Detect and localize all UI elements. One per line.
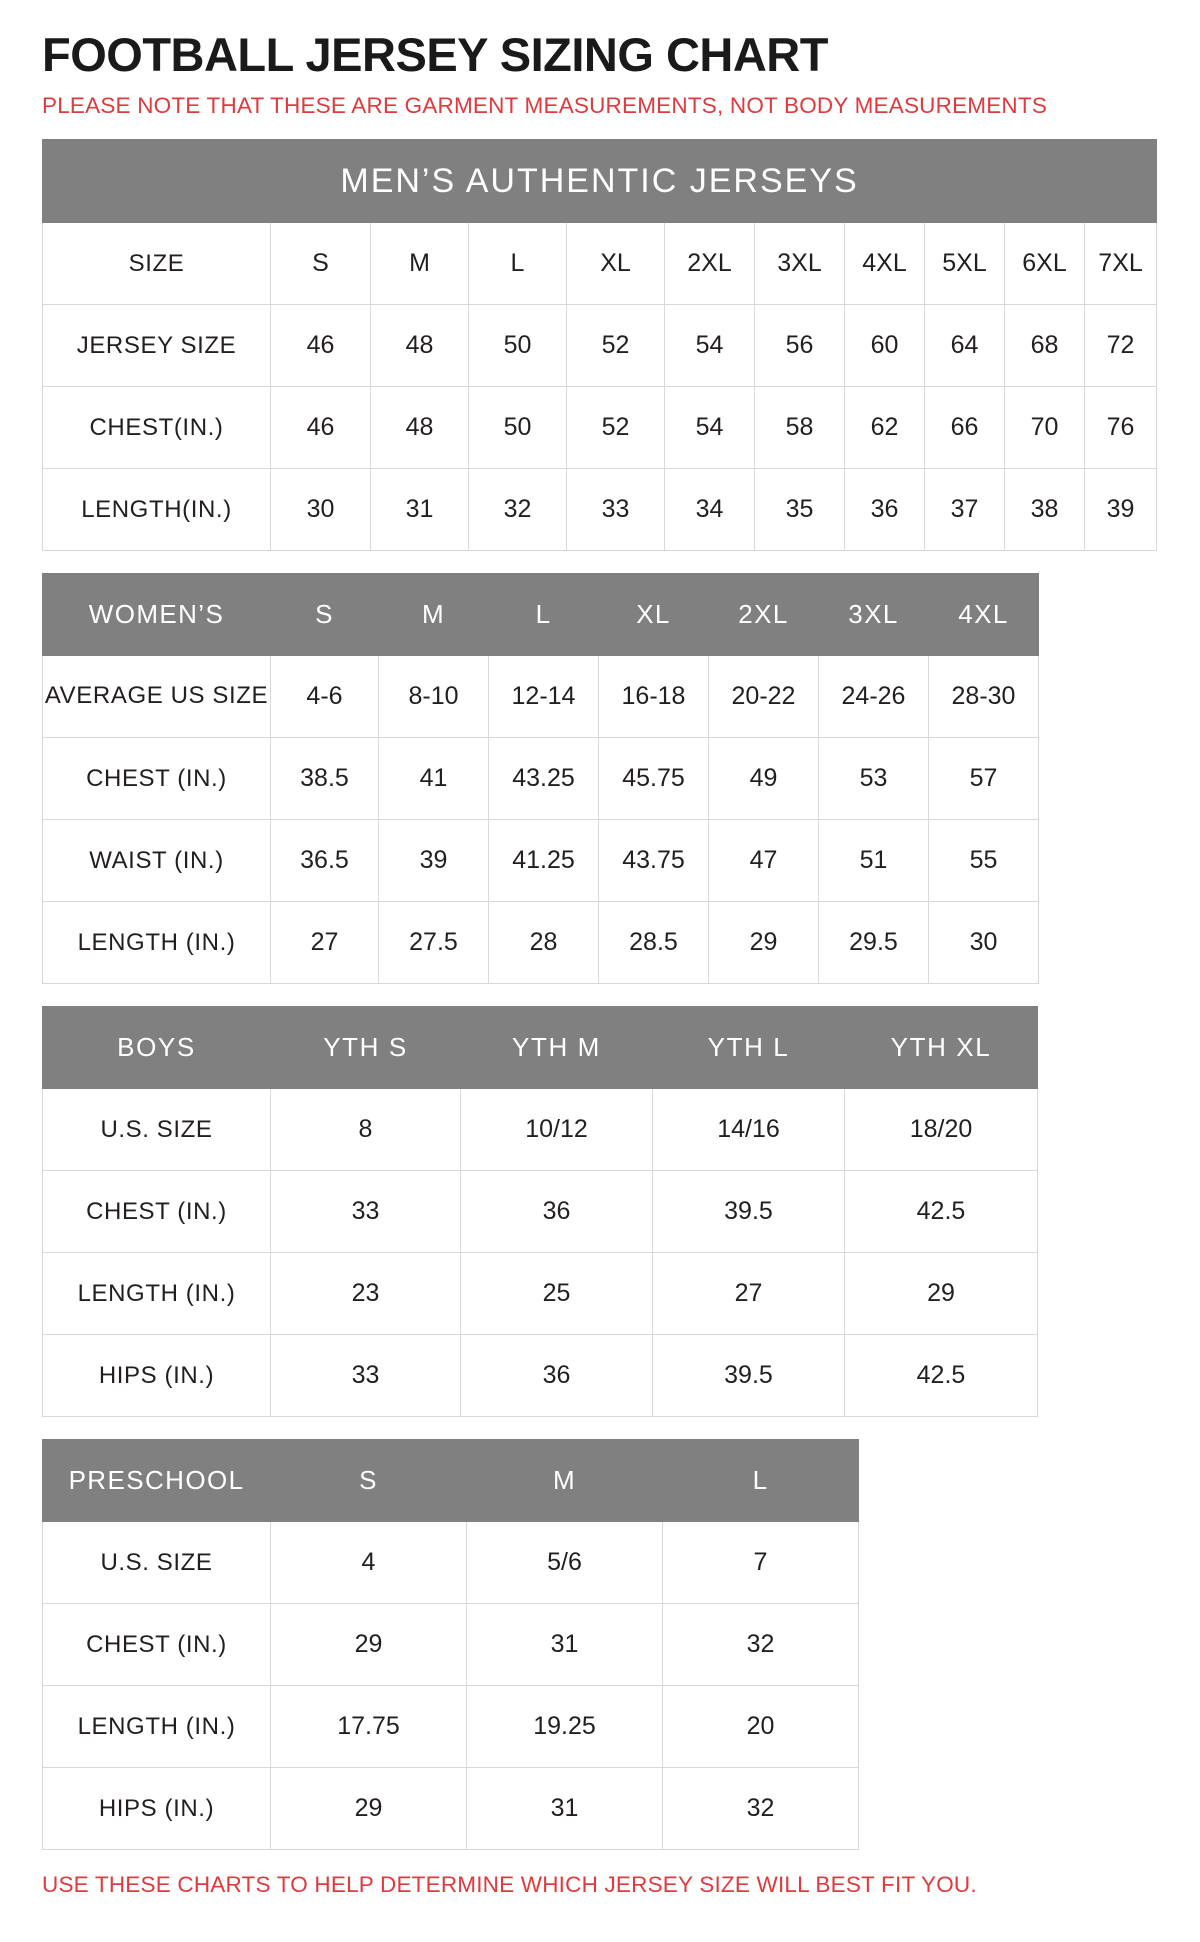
table-cell: 54: [665, 387, 755, 469]
table-cell: 52: [567, 305, 665, 387]
table-cell: 45.75: [599, 738, 709, 820]
table-cell: 76: [1085, 387, 1157, 469]
table-row: [43, 1604, 859, 1686]
table-cell: 46: [271, 305, 371, 387]
preschool-size-header: L: [663, 1440, 859, 1522]
table-cell: 32: [663, 1604, 859, 1686]
mens-authentic-jerseys-table: [42, 139, 1157, 551]
table-cell: 29: [271, 1604, 467, 1686]
table-row-header: [43, 1440, 859, 1522]
table-cell: 8: [271, 1089, 461, 1171]
table-cell: 37: [925, 469, 1005, 551]
table-row: [43, 223, 1157, 305]
table-cell: 53: [819, 738, 929, 820]
womens-size-header: XL: [599, 574, 709, 656]
table-row: [43, 305, 1157, 387]
table-cell: 42.5: [845, 1171, 1038, 1253]
table-cell: 18/20: [845, 1089, 1038, 1171]
table-cell: 28.5: [599, 902, 709, 984]
table-cell: 27.5: [379, 902, 489, 984]
table-cell: 39: [1085, 469, 1157, 551]
womens-size-header: 4XL: [929, 574, 1039, 656]
mens-size-header: 3XL: [755, 223, 845, 305]
womens-size-header: L: [489, 574, 599, 656]
mens-size-header: 6XL: [1005, 223, 1085, 305]
row-label: HIPS (IN.): [43, 1335, 271, 1417]
table-cell: 47: [709, 820, 819, 902]
womens-jerseys-table: [42, 573, 1039, 984]
table-cell: 39: [379, 820, 489, 902]
table-cell: 43.25: [489, 738, 599, 820]
table-row: [43, 1089, 1038, 1171]
footer-note: USE THESE CHARTS TO HELP DETERMINE WHICH JERSEY SIZE WILL BEST FIT YOU.: [42, 1872, 977, 1898]
table-cell: 51: [819, 820, 929, 902]
table-row: [43, 1686, 859, 1768]
table-cell: 43.75: [599, 820, 709, 902]
preschool-size-header: S: [271, 1440, 467, 1522]
table-cell: 36: [845, 469, 925, 551]
mens-size-header: M: [371, 223, 469, 305]
boys-label: BOYS: [43, 1007, 271, 1089]
table-row: [43, 1335, 1038, 1417]
table-row: [43, 1768, 859, 1850]
preschool-jerseys-table: [42, 1439, 859, 1850]
mens-size-header: 4XL: [845, 223, 925, 305]
table-cell: 70: [1005, 387, 1085, 469]
table-cell: 19.25: [467, 1686, 663, 1768]
table-row-title: [43, 140, 1157, 223]
table-row: [43, 469, 1157, 551]
table-cell: 33: [271, 1335, 461, 1417]
table-cell: 4: [271, 1522, 467, 1604]
row-label: CHEST(IN.): [43, 387, 271, 469]
table-cell: 30: [929, 902, 1039, 984]
table-cell: 29.5: [819, 902, 929, 984]
womens-size-header: 3XL: [819, 574, 929, 656]
table-cell: 32: [663, 1768, 859, 1850]
table-cell: 12-14: [489, 656, 599, 738]
table-cell: 32: [469, 469, 567, 551]
table-row: [43, 1171, 1038, 1253]
row-label: LENGTH(IN.): [43, 469, 271, 551]
table-cell: 42.5: [845, 1335, 1038, 1417]
table-row-header: [43, 574, 1039, 656]
boys-size-header: YTH L: [653, 1007, 845, 1089]
table-row: [43, 738, 1039, 820]
table-cell: 28: [489, 902, 599, 984]
table-row: [43, 902, 1039, 984]
table-cell: 36.5: [271, 820, 379, 902]
table-cell: 52: [567, 387, 665, 469]
table-cell: 29: [709, 902, 819, 984]
mens-size-header: L: [469, 223, 567, 305]
mens-size-header: S: [271, 223, 371, 305]
table-cell: 68: [1005, 305, 1085, 387]
row-label: LENGTH (IN.): [43, 1686, 271, 1768]
table-cell: 50: [469, 305, 567, 387]
womens-size-header: M: [379, 574, 489, 656]
boys-size-header: YTH XL: [845, 1007, 1038, 1089]
table-cell: 58: [755, 387, 845, 469]
table-row-header: [43, 1007, 1038, 1089]
table-cell: 38: [1005, 469, 1085, 551]
mens-size-header: XL: [567, 223, 665, 305]
table-cell: 23: [271, 1253, 461, 1335]
table-cell: 55: [929, 820, 1039, 902]
row-label: JERSEY SIZE: [43, 305, 271, 387]
table-cell: 33: [271, 1171, 461, 1253]
table-cell: 7: [663, 1522, 859, 1604]
table-cell: 27: [271, 902, 379, 984]
boys-jerseys-table: [42, 1006, 1038, 1417]
table-cell: 24-26: [819, 656, 929, 738]
table-cell: 60: [845, 305, 925, 387]
table-cell: 39.5: [653, 1335, 845, 1417]
row-label: CHEST (IN.): [43, 1604, 271, 1686]
table-cell: 33: [567, 469, 665, 551]
table-cell: 50: [469, 387, 567, 469]
womens-label: WOMEN’S: [43, 574, 271, 656]
row-label: CHEST (IN.): [43, 738, 271, 820]
table-cell: 48: [371, 387, 469, 469]
table-cell: 56: [755, 305, 845, 387]
table-row: [43, 1522, 859, 1604]
table-cell: 46: [271, 387, 371, 469]
row-label: LENGTH (IN.): [43, 902, 271, 984]
row-label: LENGTH (IN.): [43, 1253, 271, 1335]
table-cell: 35: [755, 469, 845, 551]
table-cell: 38.5: [271, 738, 379, 820]
preschool-size-header: M: [467, 1440, 663, 1522]
table-cell: 14/16: [653, 1089, 845, 1171]
table-cell: 54: [665, 305, 755, 387]
table-cell: 41: [379, 738, 489, 820]
table-cell: 31: [467, 1768, 663, 1850]
table-cell: 57: [929, 738, 1039, 820]
mens-size-label: SIZE: [43, 223, 271, 305]
table-cell: 29: [271, 1768, 467, 1850]
womens-size-header: 2XL: [709, 574, 819, 656]
row-label: AVERAGE US SIZE: [43, 656, 271, 738]
table-cell: 49: [709, 738, 819, 820]
table-cell: 25: [461, 1253, 653, 1335]
table-cell: 17.75: [271, 1686, 467, 1768]
measurement-note: PLEASE NOTE THAT THESE ARE GARMENT MEASUREMENTS, NOT BODY MEASUREMENTS: [42, 93, 1048, 119]
table-cell: 36: [461, 1171, 653, 1253]
table-cell: 31: [371, 469, 469, 551]
row-label: WAIST (IN.): [43, 820, 271, 902]
mens-size-header: 5XL: [925, 223, 1005, 305]
table-row: [43, 820, 1039, 902]
table-row: [43, 387, 1157, 469]
table-cell: 29: [845, 1253, 1038, 1335]
table-cell: 36: [461, 1335, 653, 1417]
boys-size-header: YTH M: [461, 1007, 653, 1089]
table-cell: 20-22: [709, 656, 819, 738]
table-cell: 48: [371, 305, 469, 387]
table-cell: 39.5: [653, 1171, 845, 1253]
row-label: CHEST (IN.): [43, 1171, 271, 1253]
table-cell: 31: [467, 1604, 663, 1686]
table-cell: 34: [665, 469, 755, 551]
table-cell: 62: [845, 387, 925, 469]
womens-size-header: S: [271, 574, 379, 656]
table-cell: 5/6: [467, 1522, 663, 1604]
mens-size-header: 2XL: [665, 223, 755, 305]
table-cell: 64: [925, 305, 1005, 387]
row-label: U.S. SIZE: [43, 1089, 271, 1171]
table-cell: 20: [663, 1686, 859, 1768]
row-label: U.S. SIZE: [43, 1522, 271, 1604]
table-cell: 8-10: [379, 656, 489, 738]
mens-table-title: MEN’S AUTHENTIC JERSEYS: [43, 140, 1157, 223]
preschool-label: PRESCHOOL: [43, 1440, 271, 1522]
table-cell: 72: [1085, 305, 1157, 387]
page-title: FOOTBALL JERSEY SIZING CHART: [42, 28, 828, 81]
table-row: [43, 656, 1039, 738]
table-cell: 10/12: [461, 1089, 653, 1171]
table-cell: 4-6: [271, 656, 379, 738]
mens-size-header: 7XL: [1085, 223, 1157, 305]
table-row: [43, 1253, 1038, 1335]
table-cell: 30: [271, 469, 371, 551]
table-cell: 28-30: [929, 656, 1039, 738]
table-cell: 16-18: [599, 656, 709, 738]
table-cell: 27: [653, 1253, 845, 1335]
table-cell: 41.25: [489, 820, 599, 902]
boys-size-header: YTH S: [271, 1007, 461, 1089]
table-cell: 66: [925, 387, 1005, 469]
row-label: HIPS (IN.): [43, 1768, 271, 1850]
